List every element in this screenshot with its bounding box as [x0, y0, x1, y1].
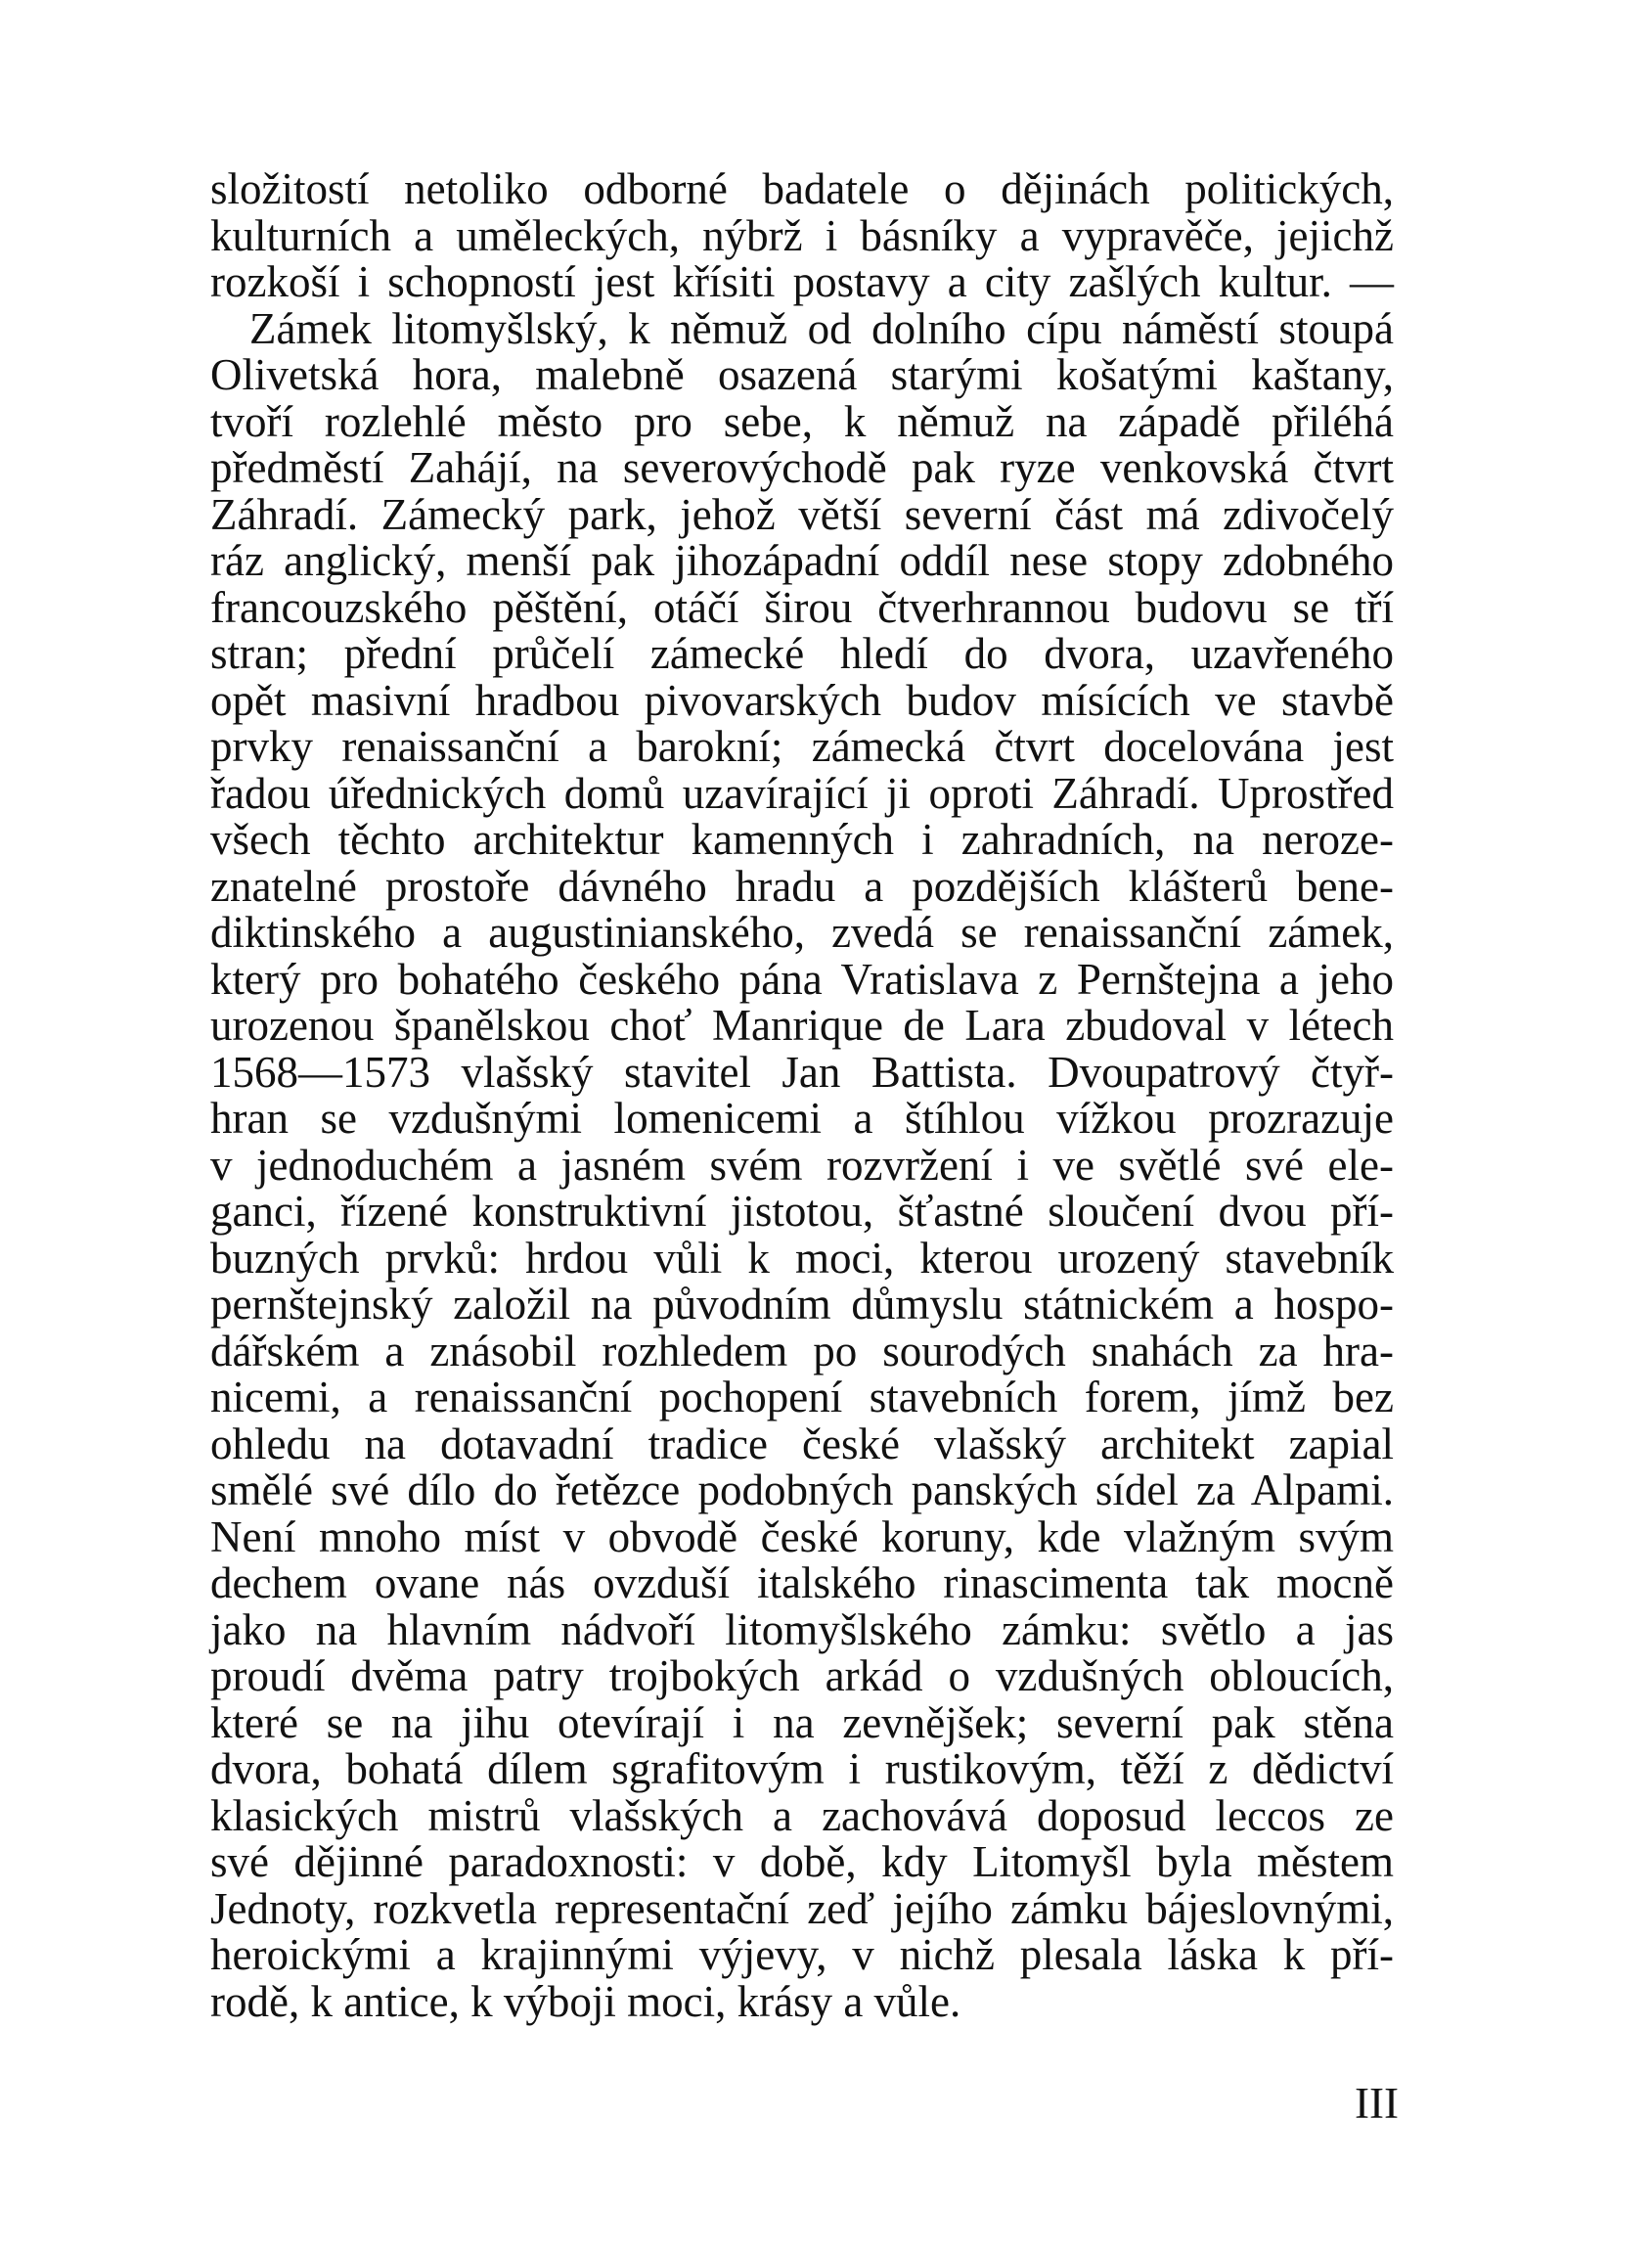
text-line: dářském a znásobil rozhledem po sourodých snahách za hra-: [210, 1326, 1394, 1375]
text-line: Není mnoho míst v obvodě české koruny, kde vlažným svým: [210, 1511, 1394, 1561]
text-line: v jednoduchém a jasném svém rozvržení i ve světlé své ele-: [210, 1140, 1394, 1190]
text-line: ohledu na dotavadní tradice české vlašský architekt zapial: [210, 1419, 1394, 1468]
page-number: III: [1355, 2079, 1399, 2128]
text-line: Jednoty, rozkvetla representační zeď jejího zámku bájeslovnými,: [210, 1883, 1394, 1933]
text-line: který pro bohatého českého pána Vratislava z Pernštejna a jeho: [210, 954, 1394, 1004]
text-line: znatelné prostoře dávného hradu a pozdějších klášterů bene-: [210, 861, 1394, 911]
text-line: nicemi, a renaissanční pochopení stavebních forem, jímž bez: [210, 1373, 1394, 1421]
text-line: stran; přední průčelí zámecké hledí do dvora, uzavřeného: [210, 629, 1394, 678]
text-line: urozenou španělskou choť Manrique de Lara zbudoval v létech: [210, 1001, 1394, 1050]
text-line: kulturních a uměleckých, nýbrž i básníky a vypravěče, jejichž: [210, 210, 1394, 260]
text-line: všech těchto architektur kamenných i zahradních, na neroze-: [210, 815, 1394, 864]
text-line: rozkoší i schopností jest křísiti postavy a city zašlých kultur. —: [210, 257, 1394, 306]
text-line: ráz anglický, menší pak jihozápadní oddíl nese stopy zdobného: [210, 536, 1394, 585]
text-line: heroickými a krajinnými výjevy, v nichž plesala láska k pří-: [210, 1930, 1394, 1979]
text-line: dvora, bohatá dílem sgrafitovým i rustikovým, těží z dědictví: [210, 1744, 1394, 1793]
text-line: opět masivní hradbou pivovarských budov mísících ve stavbě: [210, 675, 1394, 725]
text-line: ganci, řízené konstruktivní jistotou, šťastné sloučení dvou pří-: [210, 1187, 1394, 1236]
text-line: hran se vzdušnými lomenicemi a štíhlou vížkou prozrazuje: [210, 1094, 1394, 1143]
text-line: Zámek litomyšlský, k němuž od dolního cípu náměstí stoupá: [249, 303, 1394, 353]
text-line: Záhradí. Zámecký park, jehož větší severní část má zdivočelý: [210, 489, 1394, 539]
text-line: prvky renaissanční a barokní; zámecká čtvrt docelována jest: [210, 722, 1394, 771]
text-line: diktinského a augustinianského, zvedá se renaissanční zámek,: [210, 908, 1394, 957]
text-line: tvoří rozlehlé město pro sebe, k němuž na západě přiléhá: [210, 396, 1394, 446]
text-line: složitostí netoliko odborné badatele o dějinách politických,: [210, 164, 1394, 213]
text-line: pernštejnský založil na původním důmyslu státnickém a hospo-: [210, 1280, 1394, 1329]
text-line: dechem ovane nás ovzduší italského rinascimenta tak mocně: [210, 1558, 1394, 1607]
text-line: klasických mistrů vlašských a zachovává doposud leccos ze: [210, 1790, 1394, 1840]
text-line: proudí dvěma patry trojbokých arkád o vzdušných obloucích,: [210, 1651, 1394, 1700]
text-line: předměstí Zahájí, na severovýchodě pak ryze venkovská čtvrt: [210, 443, 1394, 492]
text-line: smělé své dílo do řetězce podobných panských sídel za Alpami.: [210, 1465, 1394, 1514]
text-line: které se na jihu otevírají i na zevnějšek; severní pak stěna: [210, 1697, 1394, 1747]
text-line: rodě, k antice, k výboji moci, krásy a vůle.: [210, 1976, 961, 2026]
text-line: 1568—1573 vlašský stavitel Jan Battista. Dvoupatrový čtyř-: [210, 1047, 1394, 1097]
body-text: [210, 166, 1394, 2025]
text-line: francouzského pěštění, otáčí širou čtverhrannou budovu se tří: [210, 582, 1394, 632]
text-line: řadou úřednických domů uzavírající ji oproti Záhradí. Uprostřed: [210, 768, 1394, 818]
text-line: buzných prvků: hrdou vůli k moci, kterou urozený stavebník: [210, 1233, 1394, 1283]
text-line: své dějinné paradoxnosti: v době, kdy Litomyšl byla městem: [210, 1837, 1394, 1886]
text-line: Olivetská hora, malebně osazená starými košatými kaštany,: [210, 350, 1394, 399]
text-line: jako na hlavním nádvoří litomyšlského zámku: světlo a jas: [210, 1604, 1394, 1654]
